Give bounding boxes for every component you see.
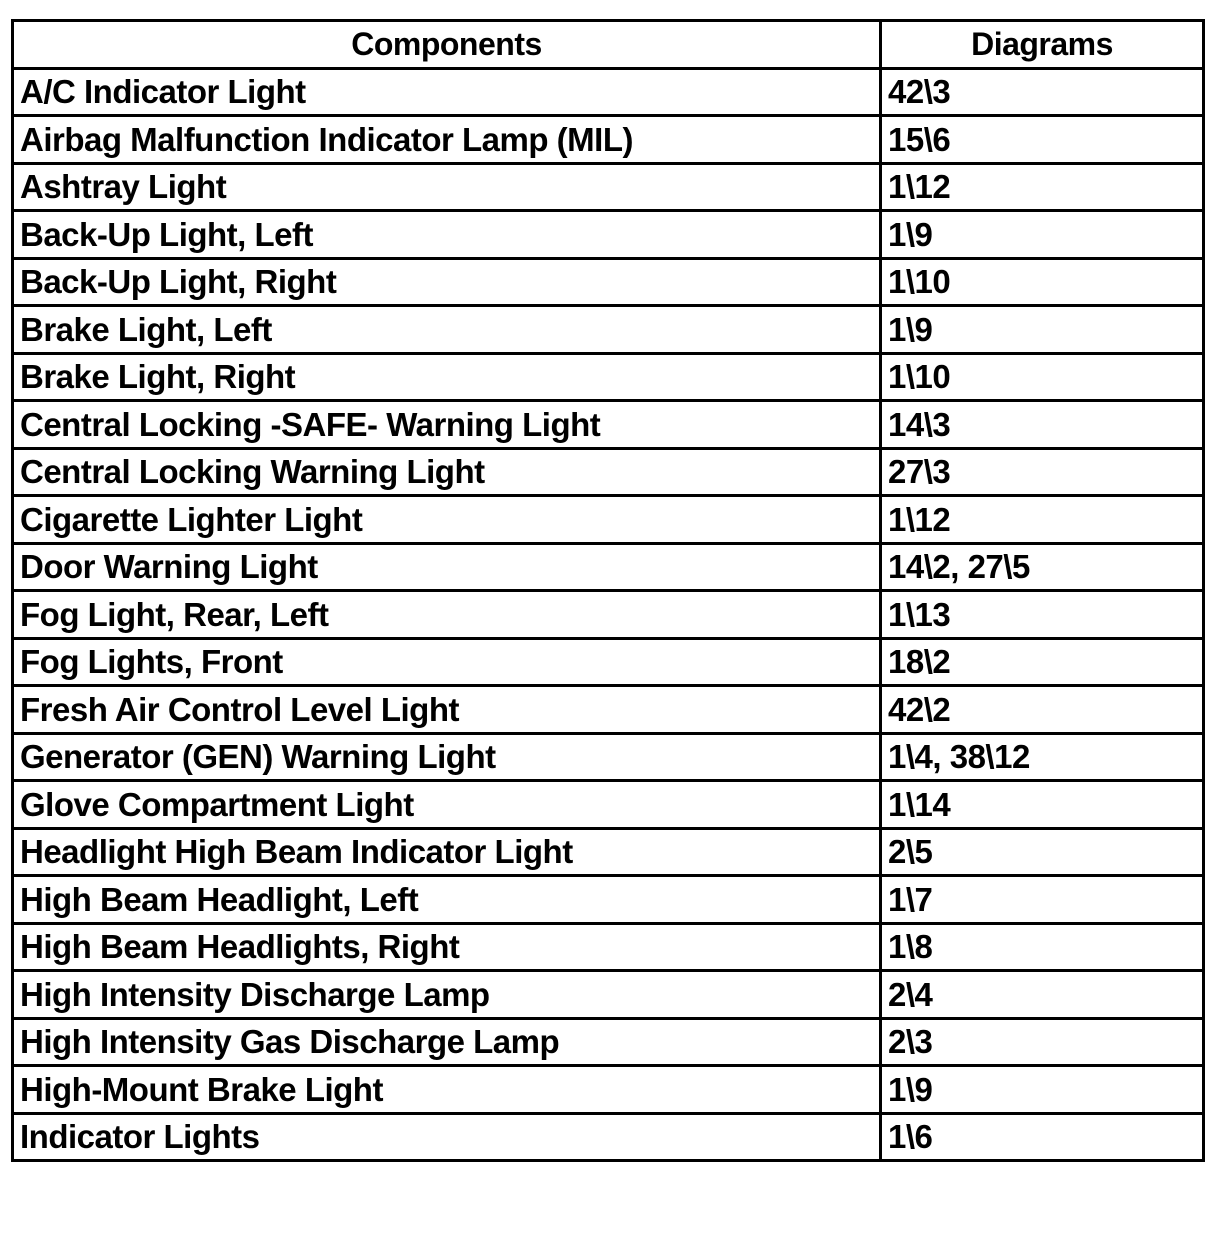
component-cell: Central Locking Warning Light: [13, 448, 881, 496]
table-row: [13, 1066, 1204, 1114]
component-cell: High Intensity Gas Discharge Lamp: [13, 1018, 881, 1066]
table-row: [13, 163, 1204, 211]
table-row: [13, 828, 1204, 876]
diagram-cell: 1\6: [881, 1113, 1204, 1161]
components-table: [11, 19, 1205, 1162]
header-components: Components: [13, 21, 881, 69]
component-cell: Ashtray Light: [13, 163, 881, 211]
table-row: [13, 543, 1204, 591]
table-row: [13, 68, 1204, 116]
component-cell: Brake Light, Right: [13, 353, 881, 401]
diagram-cell: 1\10: [881, 258, 1204, 306]
header-diagrams: Diagrams: [881, 21, 1204, 69]
table-row: [13, 876, 1204, 924]
diagram-cell: 1\9: [881, 1066, 1204, 1114]
component-cell: Door Warning Light: [13, 543, 881, 591]
table-row: [13, 686, 1204, 734]
table-row: [13, 211, 1204, 259]
table-row: [13, 638, 1204, 686]
table-body: [13, 68, 1204, 1161]
diagram-cell: 2\4: [881, 971, 1204, 1019]
component-cell: High-Mount Brake Light: [13, 1066, 881, 1114]
diagram-cell: 1\10: [881, 353, 1204, 401]
component-cell: Fog Lights, Front: [13, 638, 881, 686]
diagram-cell: 1\13: [881, 591, 1204, 639]
diagram-cell: 14\2, 27\5: [881, 543, 1204, 591]
component-cell: High Intensity Discharge Lamp: [13, 971, 881, 1019]
diagram-cell: 1\4, 38\12: [881, 733, 1204, 781]
table-row: [13, 448, 1204, 496]
component-cell: Back-Up Light, Right: [13, 258, 881, 306]
diagram-cell: 2\3: [881, 1018, 1204, 1066]
component-cell: A/C Indicator Light: [13, 68, 881, 116]
table-row: [13, 116, 1204, 164]
table-row: [13, 733, 1204, 781]
diagram-cell: 1\12: [881, 163, 1204, 211]
diagram-cell: 18\2: [881, 638, 1204, 686]
table-row: [13, 1018, 1204, 1066]
component-cell: High Beam Headlight, Left: [13, 876, 881, 924]
table-row: [13, 591, 1204, 639]
component-cell: Headlight High Beam Indicator Light: [13, 828, 881, 876]
table-row: [13, 971, 1204, 1019]
component-cell: Generator (GEN) Warning Light: [13, 733, 881, 781]
component-cell: Fresh Air Control Level Light: [13, 686, 881, 734]
diagram-cell: 1\8: [881, 923, 1204, 971]
component-cell: Central Locking -SAFE- Warning Light: [13, 401, 881, 449]
diagram-cell: 1\9: [881, 306, 1204, 354]
component-cell: Airbag Malfunction Indicator Lamp (MIL): [13, 116, 881, 164]
table-row: [13, 401, 1204, 449]
component-cell: Glove Compartment Light: [13, 781, 881, 829]
table-row: [13, 923, 1204, 971]
table-row: [13, 258, 1204, 306]
table-row: [13, 353, 1204, 401]
table-header-row: [13, 21, 1204, 69]
component-cell: Cigarette Lighter Light: [13, 496, 881, 544]
diagram-cell: 15\6: [881, 116, 1204, 164]
diagram-cell: 1\12: [881, 496, 1204, 544]
table-row: [13, 496, 1204, 544]
component-cell: Indicator Lights: [13, 1113, 881, 1161]
components-table-container: [11, 19, 1205, 1162]
diagram-cell: 1\14: [881, 781, 1204, 829]
component-cell: Brake Light, Left: [13, 306, 881, 354]
table-row: [13, 781, 1204, 829]
component-cell: Fog Light, Rear, Left: [13, 591, 881, 639]
component-cell: High Beam Headlights, Right: [13, 923, 881, 971]
table-row: [13, 1113, 1204, 1161]
diagram-cell: 1\9: [881, 211, 1204, 259]
diagram-cell: 27\3: [881, 448, 1204, 496]
diagram-cell: 42\2: [881, 686, 1204, 734]
diagram-cell: 2\5: [881, 828, 1204, 876]
table-row: [13, 306, 1204, 354]
component-cell: Back-Up Light, Left: [13, 211, 881, 259]
diagram-cell: 1\7: [881, 876, 1204, 924]
diagram-cell: 14\3: [881, 401, 1204, 449]
diagram-cell: 42\3: [881, 68, 1204, 116]
